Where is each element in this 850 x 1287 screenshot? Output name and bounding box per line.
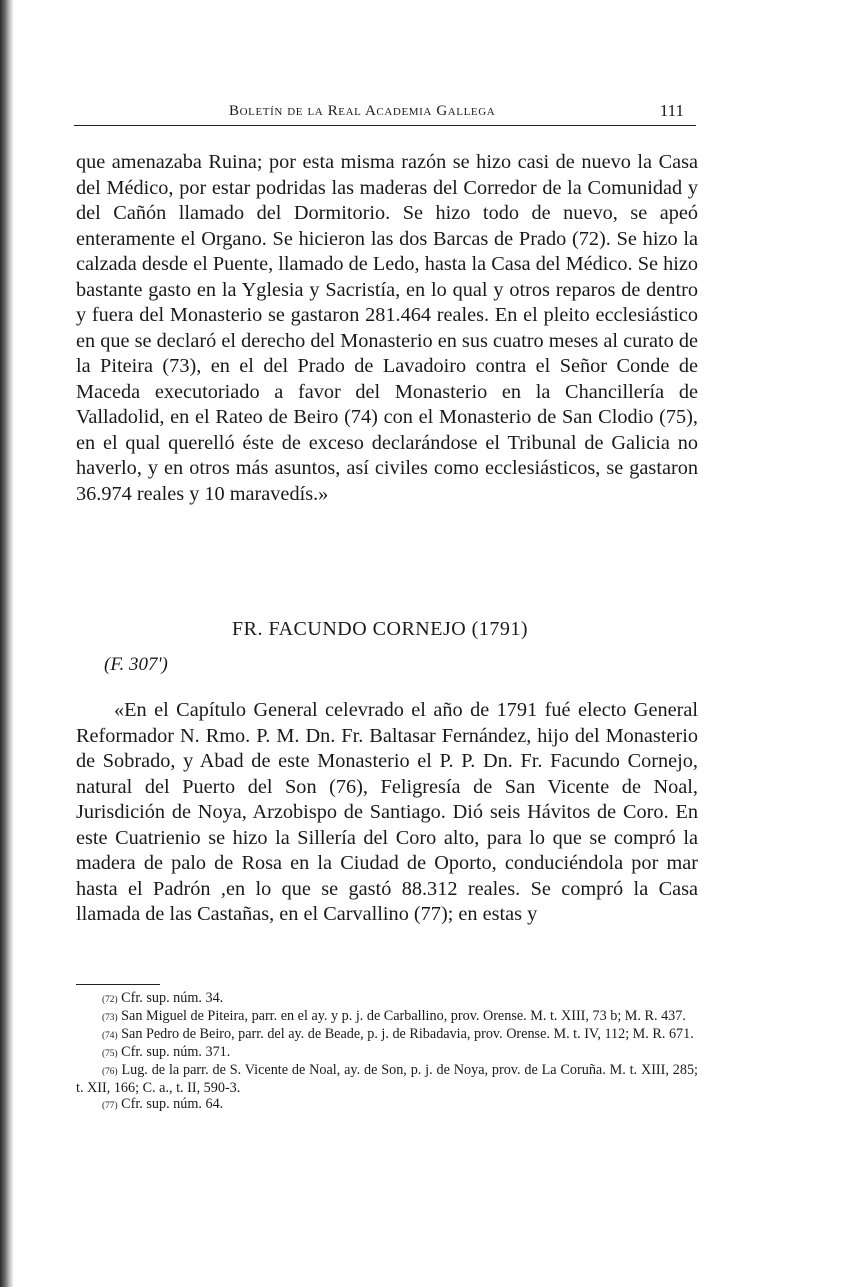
- running-title: Boletín de la Real Academia Gallega: [229, 103, 496, 119]
- footnote: [76, 990, 698, 1008]
- footnote-text: San Miguel de Piteira, parr. en el ay. y p. j. de Carballino, prov. Orense. M. t. XIII, 73 b; M. R. 437.: [121, 1008, 686, 1024]
- footnote-number: (72): [102, 995, 118, 1005]
- footnote-text: Lug. de la parr. de S. Vicente de Noal, ay. de Son, p. j. de Noya, prov. de La Coruña. M. t. XIII, 285; t. XII, 166; C. a., t. II, 590-3.: [76, 1062, 699, 1096]
- footnote-text: Cfr. sup. núm. 64.: [121, 1096, 224, 1112]
- footnote-number: (73): [102, 1013, 118, 1023]
- footnote-number: (75): [102, 1049, 118, 1059]
- footnote-number: (74): [102, 1031, 118, 1041]
- footnote: [76, 1008, 698, 1026]
- footnote-divider: [76, 984, 160, 985]
- paragraph-quote: «En el Capítulo General celevrado el año de 1791 fué electo General Reformador N. Rmo. P. M. Dn. Fr. Baltasar Fernández, hijo del Monasterio de Sobrado, y Abad de este Monasterio el P. P. Dn. Fr. Facundo Cornejo, natural del Puerto del Son (76), Feligresía de San Vicente de Noal, Jurisdición de Noya, Arzobispo de Santiago. Dió seis Hávitos de Coro. En este Cuatrienio se hizo la Sillería del Coro alto, para lo que se compró la madera de palo de Rosa en la Ciudad de Oporto, conduciéndola por mar hasta el Padrón ,en lo que se gastó 88.312 reales. Se compró la Casa llamada de las Castañas, en el Carvallino (77); en estas y: [76, 699, 698, 925]
- paragraph-continuation: que amenazaba Ruina; por esta misma razón se hizo casi de nuevo la Casa del Médico, por estar podridas las maderas del Corredor de la Comunidad y del Cañón llamado del Dormitorio. Se hizo todo de nuevo, se apeó enteramente el Organo. Se hicieron las dos Barcas de Prado (72). Se hizo la calzada desde el Puente, llamado de Ledo, hasta la Casa del Médico. Se hizo bastante gasto en la Yglesia y Sacristía, en lo qual y otros reparos de dentro y fuera del Monasterio se gastaron 281.464 reales. En el pleito ecclesiástico en que se declaró el derecho del Monasterio en sus cuatro meses al curato de la Piteira (73), en el del Prado de Lavadoiro contra el Señor Conde de Maceda executoriado a favor del Monasterio en la Chancillería de Valladolid, en el Rateo de Beiro (74) con el Monasterio de San Clodio (75), en el qual querelló éste de exceso declarándose el Tribunal de Galicia no haverlo, y en otros más asuntos, así civiles como ecclesiásticos, se gastaron 36.974 reales y 10 maravedís.»: [76, 151, 698, 505]
- footnote: [76, 1062, 698, 1096]
- footnote-number: (76): [102, 1067, 118, 1077]
- footnote: [76, 1026, 698, 1044]
- footnote: [76, 1096, 698, 1114]
- footnote-text: Cfr. sup. núm. 371.: [121, 1044, 231, 1060]
- footnote-number: (77): [102, 1101, 118, 1111]
- footnote-text: Cfr. sup. núm. 34.: [121, 990, 224, 1006]
- footnotes: [76, 990, 698, 1114]
- book-spine-shadow: [0, 0, 14, 1287]
- footnote: [76, 1044, 698, 1062]
- section-heading: FR. FACUNDO CORNEJO (1791): [232, 618, 528, 640]
- page-header: [74, 101, 696, 126]
- footnote-text: San Pedro de Beiro, parr. del ay. de Beade, p. j. de Ribadavia, prov. Orense. M. t. IV, 112; M. R. 671.: [121, 1026, 694, 1042]
- folio-reference: (F. 307'): [104, 654, 168, 675]
- page-number: 111: [659, 101, 684, 120]
